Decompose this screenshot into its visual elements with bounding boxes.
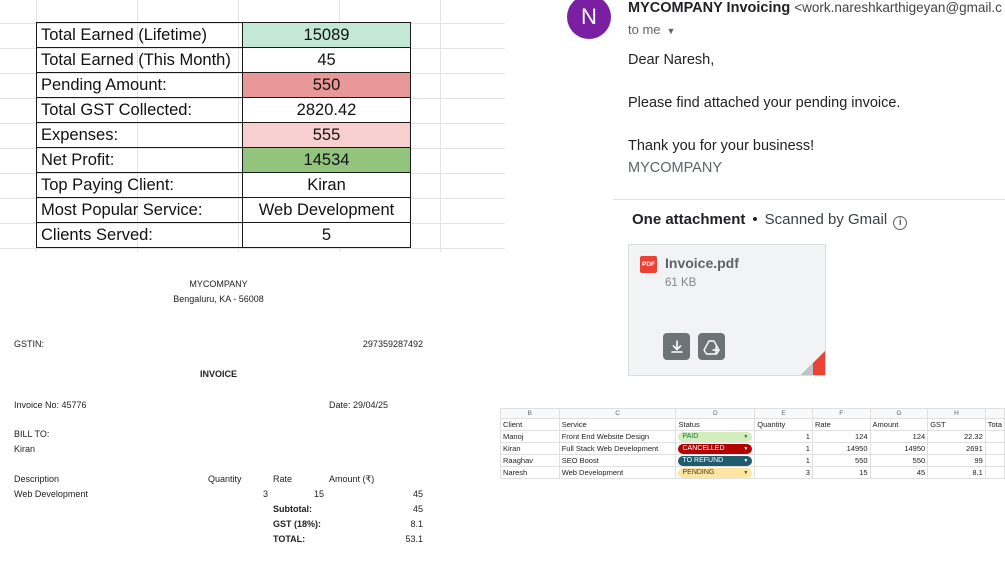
sender-name[interactable]: MYCOMPANY Invoicing (628, 0, 791, 16)
quantity-cell[interactable]: 1 (755, 455, 813, 467)
column-header[interactable]: Rate (812, 419, 870, 431)
column-letter[interactable]: B (501, 409, 560, 419)
recipients-toggle[interactable] (628, 22, 675, 37)
summary-label[interactable]: Total GST Collected: (37, 98, 243, 123)
subtotal-label: Subtotal: (273, 504, 312, 514)
summary-value[interactable]: 15089 (243, 23, 411, 48)
client-cell[interactable]: Kiran (501, 443, 560, 455)
summary-label[interactable]: Pending Amount: (37, 73, 243, 98)
quantity-cell[interactable]: 1 (755, 431, 813, 443)
rate-cell[interactable]: 550 (812, 455, 870, 467)
total-value: 53.1 (405, 534, 423, 544)
column-letter[interactable]: E (755, 409, 813, 419)
summary-row (37, 73, 411, 98)
service-cell[interactable]: SEO Boost (559, 455, 676, 467)
table-row (501, 431, 1005, 443)
column-header[interactable]: Client (501, 419, 560, 431)
attachment-header (632, 211, 907, 230)
status-cell[interactable] (676, 467, 755, 479)
col-amount: Amount (₹) (329, 474, 375, 484)
bill-to-label: BILL TO: (14, 429, 50, 439)
amount-cell[interactable]: 45 (870, 467, 928, 479)
invoice-company-address: Bengaluru, KA - 56008 (173, 294, 264, 304)
status-badge: TO REFUND (682, 456, 724, 464)
summary-label[interactable]: Most Popular Service: (37, 198, 243, 223)
item-amount: 45 (412, 489, 423, 499)
summary-row (37, 123, 411, 148)
page-fold-red (801, 351, 825, 375)
summary-value[interactable]: 555 (243, 123, 411, 148)
dropdown-arrow-icon: ▼ (743, 457, 749, 464)
email-thanks: Thank you for your business! (628, 138, 815, 154)
column-letter[interactable]: C (559, 409, 676, 419)
sender-avatar[interactable]: N (567, 0, 611, 39)
gstin-label: GSTIN: (14, 339, 45, 349)
email-body: Please find attached your pending invoice. (628, 95, 901, 111)
rate-cell[interactable]: 124 (812, 431, 870, 443)
pdf-file-icon: PDF (640, 256, 657, 273)
gst-value: 8.1 (410, 519, 423, 529)
invoice-document (0, 252, 505, 565)
attachment-size: 61 KB (665, 277, 697, 289)
service-cell[interactable]: Full Stack Web Development (559, 443, 676, 455)
column-letter[interactable]: F (812, 409, 870, 419)
email-signature: MYCOMPANY (628, 160, 722, 176)
invoice-title: INVOICE (199, 369, 237, 379)
summary-value[interactable]: 14534 (243, 148, 411, 173)
summary-row (37, 173, 411, 198)
rate-cell[interactable]: 15 (812, 467, 870, 479)
item-quantity: 3 (262, 489, 268, 499)
service-cell[interactable]: Front End Website Design (559, 431, 676, 443)
clients-table (500, 408, 1005, 479)
summary-row (37, 98, 411, 123)
summary-label[interactable]: Total Earned (This Month) (37, 48, 243, 73)
invoice-date: Date: 29/04/25 (329, 400, 389, 410)
column-letter[interactable]: G (870, 409, 928, 419)
status-badge: PAID (682, 432, 699, 440)
separator-dot: • (752, 211, 758, 228)
summary-label[interactable]: Clients Served: (37, 223, 243, 248)
column-header[interactable]: Status (676, 419, 755, 431)
summary-table (36, 22, 411, 248)
download-button[interactable] (663, 333, 690, 360)
attachment-divider (613, 199, 1005, 200)
summary-row (37, 23, 411, 48)
dropdown-arrow-icon: ▼ (743, 433, 749, 440)
status-cell[interactable] (676, 443, 755, 455)
status-dropdown[interactable] (678, 468, 752, 478)
gst-label: GST (18%): (273, 519, 322, 529)
column-letter[interactable] (985, 409, 1004, 419)
column-header[interactable]: GST (928, 419, 986, 431)
table-row (501, 455, 1005, 467)
total-label: TOTAL: (273, 534, 306, 544)
status-cell[interactable] (676, 431, 755, 443)
total-cell[interactable] (985, 443, 1004, 455)
col-rate: Rate (273, 474, 293, 484)
status-dropdown[interactable] (678, 432, 752, 442)
invoice-number: Invoice No: 45776 (14, 400, 87, 410)
summary-value[interactable]: 45 (243, 48, 411, 73)
summary-row (37, 223, 411, 248)
client-cell[interactable]: Manoj (501, 431, 560, 443)
summary-label[interactable]: Expenses: (37, 123, 243, 148)
gstin-value: 297359287492 (362, 339, 423, 349)
status-badge: PENDING (682, 468, 715, 476)
summary-label[interactable]: Net Profit: (37, 148, 243, 173)
gst-cell[interactable]: 2691 (928, 443, 986, 455)
client-cell[interactable]: Naresh (501, 467, 560, 479)
dropdown-arrow-icon: ▼ (743, 445, 749, 452)
summary-label[interactable]: Top Paying Client: (37, 173, 243, 198)
add-to-drive-icon (703, 339, 721, 355)
total-cell[interactable] (985, 455, 1004, 467)
item-description: Web Development (14, 489, 88, 499)
table-row (501, 443, 1005, 455)
info-icon[interactable]: i (893, 216, 907, 230)
clients-sheet (500, 408, 1005, 486)
status-dropdown[interactable] (678, 456, 752, 466)
summary-value[interactable]: Kiran (243, 173, 411, 198)
total-cell[interactable] (985, 467, 1004, 479)
column-header[interactable]: Tota (985, 419, 1004, 431)
amount-cell[interactable]: 14950 (870, 443, 928, 455)
to-text: to me (628, 22, 661, 37)
summary-label[interactable]: Total Earned (Lifetime) (37, 23, 243, 48)
column-header[interactable]: Service (559, 419, 676, 431)
summary-sheet (0, 0, 505, 252)
sender-line (628, 0, 1002, 16)
sender-email: <work.nareshkarthigeyan@gmail.c (794, 0, 1002, 15)
invoice-company-name: MYCOMPANY (189, 279, 248, 289)
status-cell[interactable] (676, 455, 755, 467)
column-letter[interactable]: D (676, 409, 755, 419)
total-cell[interactable] (985, 431, 1004, 443)
bill-to-name: Kiran (14, 444, 36, 454)
col-description: Description (14, 474, 60, 484)
header-row (501, 419, 1005, 431)
summary-value[interactable]: 5 (243, 223, 411, 248)
rate-cell[interactable]: 14950 (812, 443, 870, 455)
gst-cell[interactable]: 22.32 (928, 431, 986, 443)
client-cell[interactable]: Raaghav (501, 455, 560, 467)
attachment-card[interactable] (628, 244, 826, 376)
quantity-cell[interactable]: 1 (755, 443, 813, 455)
summary-value[interactable]: 2820.42 (243, 98, 411, 123)
quantity-cell[interactable]: 3 (755, 467, 813, 479)
save-to-drive-button[interactable] (698, 333, 725, 360)
col-quantity: Quantity (208, 474, 242, 484)
email-pane (505, 0, 1005, 400)
gst-cell[interactable]: 99 (928, 455, 986, 467)
table-row (501, 467, 1005, 479)
download-icon (669, 339, 685, 355)
attachment-name: Invoice.pdf (665, 255, 739, 271)
status-badge: CANCELLED (682, 444, 725, 452)
chevron-down-icon: ▼ (666, 25, 676, 36)
amount-cell[interactable]: 124 (870, 431, 928, 443)
status-dropdown[interactable] (678, 444, 752, 454)
summary-row (37, 148, 411, 173)
gst-cell[interactable]: 8.1 (928, 467, 986, 479)
item-rate: 15 (313, 489, 324, 499)
summary-row (37, 198, 411, 223)
scanned-by-gmail: Scanned by Gmail (764, 211, 888, 228)
column-letter-row (501, 409, 1005, 419)
service-cell[interactable]: Web Development (559, 467, 676, 479)
summary-value[interactable]: Web Development (243, 198, 411, 223)
email-greeting: Dear Naresh, (628, 52, 715, 68)
column-header[interactable]: Amount (870, 419, 928, 431)
attachment-count: One attachment (632, 211, 746, 228)
summary-value[interactable]: 550 (243, 73, 411, 98)
dropdown-arrow-icon: ▼ (743, 469, 749, 476)
subtotal-value: 45 (412, 504, 423, 514)
column-header[interactable]: Quantity (755, 419, 813, 431)
amount-cell[interactable]: 550 (870, 455, 928, 467)
column-letter[interactable]: H (928, 409, 986, 419)
summary-row (37, 48, 411, 73)
